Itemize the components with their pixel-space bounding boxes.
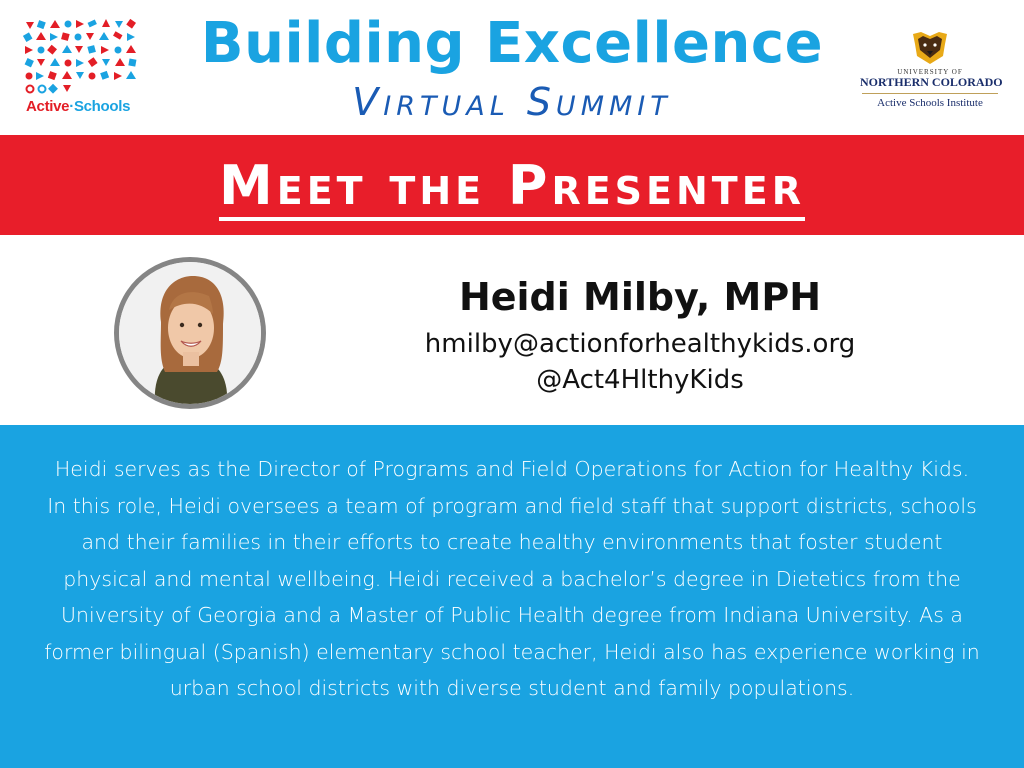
- confetti-pattern-icon: [22, 18, 140, 96]
- presenter-email: hmilby@actionforhealthykids.org: [424, 329, 856, 359]
- summit-title: Building Excellence: [200, 11, 824, 76]
- wordmark-dot-icon: ·: [69, 98, 74, 115]
- unc-name: NORTHERN COLORADO: [860, 75, 1003, 89]
- presenter-name: Heidi Milby, MPH: [458, 275, 822, 319]
- bio-section: [0, 425, 1024, 768]
- meet-presenter-banner: [0, 135, 1024, 235]
- bio-text: Heidi serves as the Director of Programs and Field Operations for Action for Healthy Kids. In this role, Heidi oversees a team of program and field staff that support districts, schools and their families in their efforts to create healthy environments that foster student physical and mental wellbeing. Heidi received a bachelor’s degree in Dietetics from the University of Georgia and a Master of Public Health degree from Indiana University. As a former bilingual (Spanish) elementary school teacher, Heidi also has experience working in urban school districts with diverse student and family populations.: [44, 457, 980, 700]
- active-schools-wordmark: Active·Schools: [26, 98, 131, 115]
- banner-label: Meet the Presenter: [219, 154, 805, 221]
- unc-logo: [860, 30, 1003, 110]
- unc-university-of: UNIVERSITY OF: [897, 68, 963, 76]
- presenter-photo: [114, 257, 266, 409]
- summit-subtitle: Virtual Summit: [352, 80, 672, 124]
- active-schools-logo: [22, 18, 144, 118]
- unc-institute: Active Schools Institute: [877, 97, 983, 109]
- header: [0, 0, 1024, 135]
- bear-crest-icon: [909, 30, 951, 66]
- headshot-photo-icon: [119, 262, 261, 404]
- presenter-section: [0, 235, 1024, 425]
- presenter-twitter-handle: @Act4HlthyKids: [536, 365, 744, 395]
- unc-divider: [862, 93, 998, 94]
